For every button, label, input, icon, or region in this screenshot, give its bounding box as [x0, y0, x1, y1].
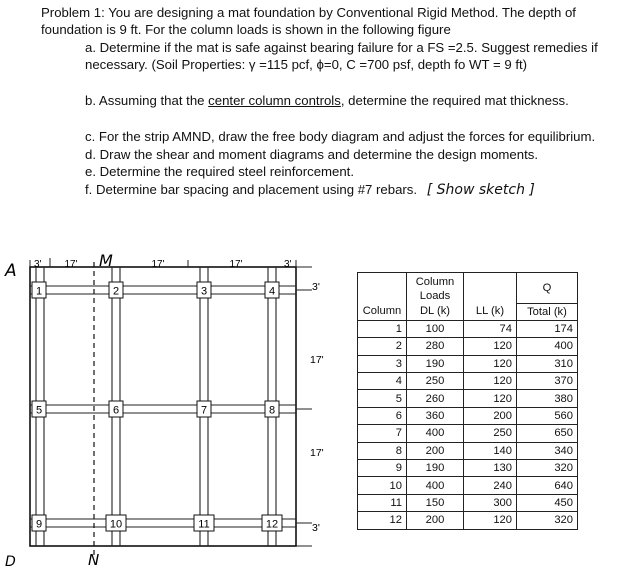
part-b-suffix: , determine the required mat thickness. [340, 93, 569, 108]
top-dim-1: 3' [34, 259, 42, 270]
table-cell: 9 [358, 460, 407, 477]
column-9-label: 9 [35, 518, 43, 531]
table-cell: 11 [358, 494, 407, 511]
part-f [85, 181, 535, 199]
table-cell: 250 [464, 425, 517, 442]
table-cell: 400 [517, 338, 578, 355]
table-cell: 120 [464, 355, 517, 372]
table-cell: 200 [407, 512, 464, 529]
table-cell: 200 [407, 442, 464, 459]
table-row [358, 355, 578, 372]
table-cell: 380 [517, 390, 578, 407]
table-cell: 310 [517, 355, 578, 372]
table-cell: 140 [464, 442, 517, 459]
problem-line-1: Problem 1: You are designing a mat foundation by Conventional Rigid Method. The depth of [41, 5, 576, 20]
column-11-label: 11 [198, 518, 210, 531]
corner-labels [4, 251, 113, 569]
table-cell: 5 [358, 390, 407, 407]
part-c: c. For the strip AMND, draw the free body diagram and adjust the forces for equilibrium. [85, 129, 596, 144]
part-a-line-1: a. Determine if the mat is safe against bearing failure for a FS =2.5. Suggest remedies if [85, 40, 598, 55]
table-cell: 300 [464, 494, 517, 511]
table-cell: 120 [464, 512, 517, 529]
table-cell: 280 [407, 338, 464, 355]
table-cell: 7 [358, 425, 407, 442]
table-row [358, 320, 578, 337]
corner-label-m: M [99, 251, 113, 270]
table-cell: 240 [464, 477, 517, 494]
table-header-row-1 [358, 273, 578, 304]
grid-lines-horizontal [30, 286, 296, 527]
corner-label-a: A [5, 261, 17, 281]
table-cell: 200 [464, 407, 517, 424]
column-7-label: 7 [200, 404, 208, 417]
column-5-label: 5 [35, 404, 43, 417]
column-2 [109, 282, 123, 298]
table-row [358, 442, 578, 459]
table-cell: 120 [464, 338, 517, 355]
table-header-blank [358, 273, 407, 304]
top-dimensions [34, 258, 292, 270]
top-dim-3: 17' [151, 259, 165, 270]
table-col-header-ll: LL (k) [464, 303, 517, 320]
table-cell: 400 [407, 425, 464, 442]
table-cell: 250 [407, 373, 464, 390]
table-cell: 10 [358, 477, 407, 494]
table-header-blank-ll [464, 273, 517, 304]
table-cell: 6 [358, 407, 407, 424]
table-cell: 150 [407, 494, 464, 511]
table-cell: 370 [517, 373, 578, 390]
table-cell: 120 [464, 390, 517, 407]
table-row [358, 425, 578, 442]
table-cell: 450 [517, 494, 578, 511]
column-3-label: 3 [200, 285, 208, 298]
table-col-header-total: Total (k) [517, 303, 578, 320]
corner-label-d: D [5, 554, 16, 569]
table-header-column-loads: Column Loads [407, 273, 464, 304]
column-6 [109, 401, 123, 417]
top-dim-5: 3' [284, 259, 292, 270]
column-7 [197, 401, 211, 417]
table-row [358, 338, 578, 355]
table-cell: 560 [517, 407, 578, 424]
top-dim-2: 17' [64, 259, 78, 270]
column-10 [106, 515, 126, 531]
table-cell: 4 [358, 373, 407, 390]
table-cell: 174 [517, 320, 578, 337]
table-cell: 120 [464, 373, 517, 390]
table-row [358, 477, 578, 494]
column-2-label: 2 [112, 285, 120, 298]
table-row [358, 494, 578, 511]
table-cell: 100 [407, 320, 464, 337]
part-f-text: f. Determine bar spacing and placement using #7 rebars. [85, 182, 418, 197]
part-a-line-2: necessary. (Soil Properties: γ =115 pcf, ϕ=0, C =700 psf, depth fo WT = 9 ft) [85, 57, 528, 72]
table-cell: 190 [407, 355, 464, 372]
column-5 [32, 401, 46, 417]
table-col-header-column: Column [358, 303, 407, 320]
table-cell: 360 [407, 407, 464, 424]
column-10-label: 10 [109, 518, 123, 531]
column-9 [32, 515, 46, 531]
table-cell: 12 [358, 512, 407, 529]
table-col-header-dl: DL (k) [407, 303, 464, 320]
table-row [358, 512, 578, 529]
table-cell: 3 [358, 355, 407, 372]
side-dim-4: 3' [312, 522, 320, 534]
table-cell: 400 [407, 477, 464, 494]
mat-outline [30, 267, 296, 546]
column-11 [194, 515, 214, 531]
table-row [358, 460, 578, 477]
side-dim-1: 3' [312, 281, 320, 293]
table-cell: 320 [517, 512, 578, 529]
column-8 [265, 401, 279, 417]
column-loads-table [357, 272, 578, 530]
grid-lines-vertical [36, 267, 279, 546]
column-12-label: 12 [265, 518, 279, 531]
table-cell: 260 [407, 390, 464, 407]
part-b-underlined: center column controls [208, 93, 341, 108]
table-cell: 340 [517, 442, 578, 459]
side-dim-2: 17' [310, 354, 324, 366]
side-dim-3: 17' [310, 447, 324, 459]
table-row [358, 390, 578, 407]
part-b-prefix: b. Assuming that the [85, 93, 209, 108]
table-cell: 650 [517, 425, 578, 442]
problem-line-2: foundation is 9 ft. For the column loads is shown in the following figure [41, 22, 451, 37]
table-cell: 320 [517, 460, 578, 477]
column-6-label: 6 [112, 404, 120, 417]
column-12 [262, 515, 282, 531]
table-cell: 190 [407, 460, 464, 477]
part-e: e. Determine the required steel reinforcement. [85, 164, 355, 179]
part-f-handwritten-note: [ Show sketch ] [426, 182, 535, 198]
column-boxes [32, 282, 282, 531]
side-dimensions [310, 281, 324, 534]
table-cell: 1 [358, 320, 407, 337]
table-row [358, 407, 578, 424]
column-1 [32, 282, 46, 298]
mat-foundation-figure [0, 250, 350, 569]
part-d: d. Draw the shear and moment diagrams and determine the design moments. [85, 147, 539, 162]
column-4-label: 4 [268, 285, 276, 298]
table-row [358, 373, 578, 390]
corner-label-n: N [88, 551, 100, 569]
table-cell: 74 [464, 320, 517, 337]
table-header-q: Q [517, 273, 578, 304]
table-header-row-2 [358, 303, 578, 320]
table-cell: 130 [464, 460, 517, 477]
column-8-label: 8 [268, 404, 276, 417]
table-cell: 8 [358, 442, 407, 459]
top-dim-4: 17' [229, 259, 243, 270]
column-4 [265, 282, 279, 298]
column-1-label: 1 [35, 285, 43, 298]
table-cell: 640 [517, 477, 578, 494]
column-3 [197, 282, 211, 298]
table-cell: 2 [358, 338, 407, 355]
part-b [85, 92, 569, 109]
